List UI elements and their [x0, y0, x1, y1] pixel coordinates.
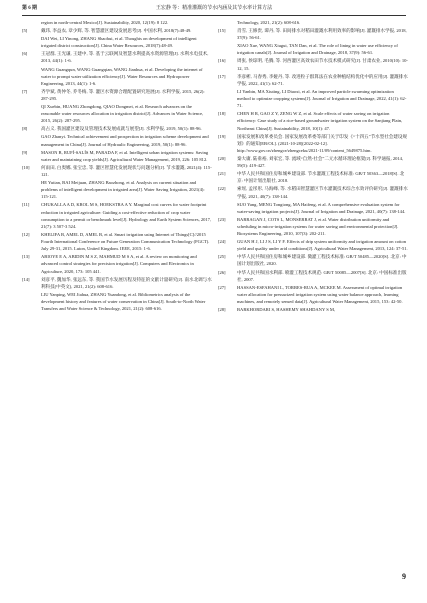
- reference-number: [22]: [218, 186, 226, 192]
- reference-text: 中华人民共和国住房和城乡建设部. 微灌工程技术标准: GB/T 50485—2020[S]. 北京: 中国计划出版社, 2020.: [237, 254, 407, 267]
- reference-entry: [218, 269, 408, 283]
- reference-entry: [218, 306, 408, 313]
- reference-entry: [218, 185, 408, 199]
- reference-entry: [218, 170, 408, 184]
- reference-text: 齐学斌, 黄仲冬, 乔冬梅, 等. 灌区水资源合理配置研究进展[J]. 水利学报, 2015, 26(2): 287-295.: [41, 88, 205, 102]
- reference-text: KHELIFA B, AMEL D, AMEL B, et al. Smart irrigation using Internet of Things[C]//2015 Fourth International Conference on Future Generation Communication Technology (FGCT). July 29-31, 2015. Luton, United Kingdom. IEEE, 2015: 1-6.: [41, 231, 210, 252]
- reference-entry: [22, 201, 212, 230]
- reference-number: [8]: [22, 126, 28, 132]
- reference-text: HASSAN-ESFAHANI L, TORRES-RUA A, MCKEE M. Assessment of optimal irrigation water allocation for pressurized irrigation system using water balance approach, learning machines, and remotely sensed data[J]. Agricultural Water Management, 2015, 153: 42-50.: [237, 284, 403, 305]
- reference-number: [20]: [218, 155, 226, 161]
- reference-entry: [22, 149, 212, 163]
- reference-text: 何雨田, 白奥娜, 张宝忠, 等. 灌区智慧化发展现状与问题分析[J]. 节水灌溉, 2021(4): 115-121.: [41, 164, 212, 178]
- reference-entry: [22, 179, 212, 200]
- reference-number: [18]: [218, 111, 226, 117]
- reference-entry: [22, 125, 212, 132]
- reference-entry: [22, 66, 212, 87]
- reference-number: [27]: [218, 284, 226, 290]
- reference-text: GAO Zhanyi. Technical achievement and prospection in irrigation scheme development and management in China[J]. Journal of Hydraulic Engineering, 2019, 50(1): 88-96.: [41, 134, 209, 147]
- reference-number: [10]: [22, 164, 30, 170]
- reference-entry: [218, 88, 408, 109]
- reference-entry: [22, 291, 212, 312]
- reference-text: 国家发展和改革委员会. 国家发展改革委等部门关于印发《“十四五”节水型社会建设规划》的通知[EB/OL]. (2021-10-28)[2022-02-12]. http://www.gov.cn/zhengce/zhengceku/2021-11/09/content_5649875.htm.: [237, 133, 407, 153]
- reference-text: LIU Yanping, WEI Jiahua, ZHANG Yuandong, et al. Bibliometrics analysis of the development history and features of water conservation in China[J]. South-to-North Water Transfers and Water Science & Technology, 2021, 21(2): 608-616.: [41, 291, 206, 312]
- reference-text: 肖雪, 王修贵, 谭丹, 等. 田间排水对稻田灌溉水利用效率的影响[J]. 灌溉排水学报, 2018, 37(9): 56-61.: [237, 28, 407, 41]
- issue-label: 第 6 期: [22, 6, 38, 11]
- reference-entry: [218, 201, 408, 215]
- reference-entry: [22, 103, 212, 124]
- reference-number: [16]: [218, 58, 226, 64]
- reference-entry: [218, 42, 408, 56]
- reference-number: [19]: [218, 133, 226, 139]
- reference-number: [26]: [218, 269, 226, 275]
- reference-text: 秦大庸, 陆垂裕, 刘家宏, 等. 流域“自然-社会”二元水循环理论框架[J]. 科学通报, 2014, 59(5): 419-427.: [237, 155, 404, 169]
- reference-text: 中华人民共和国水利部. 喷灌工程技术规范: GB/T 50085—2007[S]. 北京: 中国标准出版社, 2007.: [237, 269, 407, 282]
- reference-text: QI Xuebin, HUANG Zhongdong, QIAO Dongmei, et al. Research advances on the reasonable water resources allocation in irrigation district[J]. Advances in Water Science, 2015, 26(2): 287-295.: [41, 104, 204, 124]
- reference-text: DAI Wei, LI Yinong, ZHANG Shaohui, et al. Thoughts on development of intelligent irrigated district construction[J]. China Water Resources, 2018(7):48-49.: [41, 36, 197, 49]
- running-title: 王宏静 等：精准灌溉的节水内涵及其节水率计算方法: [155, 6, 273, 11]
- reference-number: [9]: [22, 149, 28, 155]
- reference-text: ABIOYE E A, ABIDIN M S Z, MAHMUD M S A, et al. A review on monitoring and advanced control strategies for precision irrigation[J]. Computers and Electronics in Agriculture, 2020, 173: 105 441.: [41, 254, 197, 274]
- reference-entry: [218, 216, 408, 237]
- reference-entry: [218, 19, 408, 26]
- reference-entry: [218, 133, 408, 154]
- reference-text: SUO Yang, MENG Tongtong, MA Haifeng, et al. A comprehensive evaluation system for water-saving irrigation projects[J]. Journal of Irrigation and Drainage, 2021, 40(7): 138-144.: [237, 201, 406, 214]
- reference-text: 中华人民共和国住房和城乡建设部. 节水灌溉工程技术标准: GB/T 50363—2018[S]. 北京: 中国计划出版社, 2018.: [237, 171, 405, 184]
- running-header: [22, 4, 406, 14]
- reference-text: 王冠群, 王光谦, 王建中, 等. 基于云联网及智慧水利提高水资源管理[J]. 水利水电技术, 2013, 44(1): 1-6.: [41, 51, 209, 64]
- reference-text: XIAO Xue, WANG Xiugui, TAN Dan, et al. The role of lining in water use efficiency of irrigation canals[J]. Journal of Irrigation and Drainage, 2018, 37(9): 56-61.: [237, 43, 398, 56]
- reference-text: 戴玮, 李益农, 章少辉, 等. 智慧灌区建设发展思考[J]. 中国水利, 2018(7):48-49.: [41, 28, 192, 34]
- reference-entry: [22, 19, 212, 26]
- reference-number: [23]: [218, 216, 226, 222]
- reference-text: 刘彦平, 魏加华, 张远东, 等. 我国节水发展历程及特征的文献计量研究[J]. 南水北调与水利科技(中英文), 2021, 21(2): 608-616.: [41, 276, 212, 289]
- reference-text: LI Yanbin, MA Xiuting, LI Diaoxi, et al. An improved particle swarming optimization method to optimize cropping systems[J]. Journal of Irrigation and Drainage, 2022, 41(1): 62-71.: [237, 88, 407, 109]
- references-right-column: [218, 19, 408, 314]
- reference-number: [24]: [218, 239, 226, 245]
- reference-text: HE Yutian, BAI Meijuan, ZHANG Baozhong, et al. Analysis on current situation and problems of intelligent development in irrigated area[J]. Water Saving Irrigation, 2021(4): 115-121.: [41, 180, 205, 200]
- reference-text: CHUKALLA A D, KROL M S, HOEKSTRA A Y. Marginal cost curves for water footprint reduction in irrigated agriculture: Guiding a cost-effective reduction of crop water consumption to a permit or benchmark level[J]. Hydrology and Earth System Sciences, 2017, 21(7): 3 507-3 524.: [41, 202, 212, 229]
- reference-number: [25]: [218, 254, 226, 260]
- reference-entry: [22, 50, 212, 64]
- reference-entry: [22, 88, 212, 102]
- reference-number: [15]: [218, 28, 226, 34]
- reference-number: [11]: [22, 202, 30, 208]
- reference-entry: [22, 133, 212, 147]
- references-left-column: [22, 19, 212, 313]
- reference-number: [21]: [218, 171, 226, 177]
- reference-number: [7]: [22, 88, 28, 94]
- reference-entry: [218, 238, 408, 252]
- reference-text: Technology, 2021, 21(2): 608-616.: [237, 20, 301, 25]
- reference-text: CHEN H R, GAO Z Y, ZENG W Z, et al. Scale effects of water saving on irrigation efficiency: Case study of a rice-based groundwater irrigation system on the Sanjiang Plain, Northeast China[J]. Sustainability, 2018, 10(1): 47.: [237, 111, 403, 131]
- header-rule: [22, 15, 406, 16]
- reference-number: [6]: [22, 51, 28, 57]
- reference-entry: [22, 276, 212, 290]
- reference-number: [17]: [218, 73, 226, 79]
- reference-entry: [22, 231, 212, 252]
- reference-entry: [22, 253, 212, 274]
- reference-entry: [218, 73, 408, 87]
- reference-entry: [218, 284, 408, 305]
- reference-number: [28]: [218, 307, 226, 313]
- reference-number: [5]: [22, 28, 28, 34]
- reference-entry: [218, 155, 408, 169]
- reference-text: BARRAGAN J, COTS L, MONSERRAT J, et al. Water distribution uniformity and scheduling in micro-irrigation systems for water saving and environmental protection[J]. Biosystems Engineering, 2010, 107(3): 202-211.: [237, 216, 399, 237]
- reference-entry: [218, 57, 408, 71]
- page-number: 9: [402, 572, 406, 581]
- reference-entry: [218, 110, 408, 131]
- reference-entry: [22, 164, 212, 178]
- reference-text: MASON B, RUFÍ-SALÍS M, PARADA F, et al. Intelligent urban irrigation systems: Saving water and maintaining crop yields[J]. Agricultural Water Management, 2019, 226: 105 812.: [41, 149, 209, 162]
- reference-entry: [22, 35, 212, 49]
- reference-text: 索瑶, 孟彤彤, 马海峰, 等. 水稻田智慧灌区节水灌溉技术综合水效评价研究[J]. 灌溉排水学报, 2021, 40(7): 138-144.: [237, 186, 408, 199]
- reference-number: [14]: [22, 276, 30, 282]
- reference-text: 李彦彬, 马春秀, 李娅丹, 等. 改进粒子群算法在农业种植结构优化中的应用[J]. 灌溉排水学报, 2022, 41(1): 62-71.: [237, 73, 408, 86]
- reference-text: GUAN H J, LI J S, LI Y F. Effects of drip system uniformity and irrigation amount on cotton yield and quality under arid conditions[J]. Agricultural Water Management, 2013, 124: 37-51.: [237, 239, 408, 252]
- reference-number: [13]: [22, 254, 30, 260]
- reference-text: region in north-central Mexico[J]. Sustainability, 2020, 12(19): 8 122.: [41, 20, 169, 25]
- reference-entry: [22, 27, 212, 34]
- reference-entry: [218, 253, 408, 267]
- reference-text: WANG Guangqun, WANG Guangqian, WANG Jianhua, et al. Developing the internet of water to prompt water utilization efficiency[J]. Water Resources and Hydropower Engineering, 2013, 44(1): 1-6.: [41, 66, 203, 86]
- reference-number: [12]: [22, 231, 30, 237]
- reference-entry: [218, 27, 408, 41]
- reference-text: 周张, 侯琼明, 毛腾, 等. 河西灌区高效农田节水技术模式研究[J]. 甘肃农业, 2010(10): 10-12, 15.: [237, 58, 408, 71]
- reference-text: BARKHORDARI S, HASHEMY SHAHDANY S M,: [237, 307, 336, 313]
- reference-text: 高占义. 我国灌区建设及管理技术发展成就与展望[J]. 水利学报, 2019, 50(1): 88-96.: [41, 126, 202, 132]
